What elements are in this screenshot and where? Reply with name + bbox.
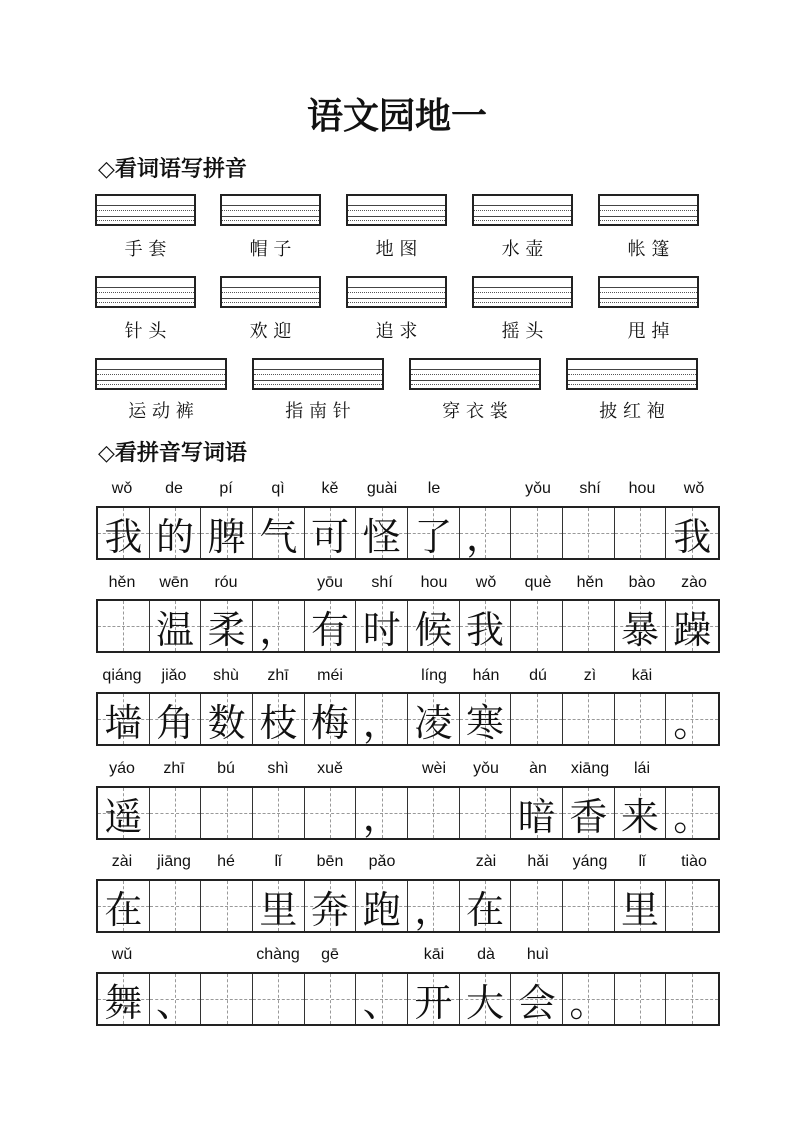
pinyin-syllable: yáng [572,853,608,870]
vocab-word: 欢 迎 [249,321,292,342]
character-cell[interactable] [408,974,460,1024]
character-cell[interactable] [511,694,563,744]
character-glyph: 怪 [362,514,401,559]
character-glyph: ， [362,794,401,839]
character-cell[interactable] [98,974,150,1024]
character-glyph: 寒 [466,700,505,745]
vocab-word: 追 求 [375,321,418,342]
character-glyph: ， [362,700,401,745]
pinyin-syllable: lái [633,760,650,777]
pinyin-syllable: kāi [631,667,653,684]
pinyin-syllable: shì [267,760,289,777]
pinyin-syllable: chàng [256,946,300,963]
character-cell[interactable] [563,788,615,838]
pinyin-syllable: dú [529,667,547,684]
pinyin-answer-box[interactable] [472,194,573,226]
pinyin-syllable: de [165,480,183,497]
character-cell[interactable] [253,694,305,744]
pinyin-syllable: zhī [163,760,185,777]
pinyin-syllable: wǔ [111,946,133,963]
character-glyph: 的 [156,514,195,559]
character-cell[interactable] [460,601,512,651]
pinyin-syllable: bēn [316,853,344,870]
character-cell[interactable] [201,508,253,558]
pinyin-syllable: wǒ [475,574,497,591]
character-cell[interactable] [150,881,202,931]
pinyin-answer-box[interactable] [220,194,321,226]
pinyin-row [96,480,720,500]
character-cell[interactable] [305,974,357,1024]
pinyin-syllable: àn [529,760,547,777]
character-glyph: 暗 [517,794,556,839]
character-glyph: 柔 [207,607,246,652]
character-glyph: 躁 [673,607,712,652]
pinyin-row [96,667,720,687]
character-cell[interactable] [150,508,202,558]
character-glyph: 时 [362,607,401,652]
character-glyph: 气 [259,514,298,559]
character-cell[interactable] [356,508,408,558]
character-glyph: 候 [414,607,453,652]
character-cell[interactable] [253,974,305,1024]
character-cell[interactable] [408,881,460,931]
section-heading-write-words: ◇看拼音写词语 [98,441,247,466]
pinyin-row [96,574,720,594]
character-cell[interactable] [460,694,512,744]
pinyin-syllable: kāi [423,946,445,963]
pinyin-syllable: guài [366,480,398,497]
vocab-word: 地 图 [375,239,418,260]
character-cell[interactable] [666,694,718,744]
character-cell[interactable] [305,788,357,838]
character-cell[interactable] [563,601,615,651]
pinyin-syllable: hou [628,480,656,497]
character-glyph: 会 [517,980,556,1025]
pinyin-answer-box[interactable] [409,358,541,390]
character-glyph: 开 [414,980,453,1025]
character-cell[interactable] [150,974,202,1024]
character-cell[interactable] [615,974,667,1024]
pinyin-syllable: huì [526,946,550,963]
pinyin-answer-box[interactable] [95,194,196,226]
vocab-word: 帽 子 [249,239,292,260]
pinyin-syllable: bào [628,574,656,591]
character-cell[interactable] [511,788,563,838]
character-glyph: 香 [569,794,608,839]
character-glyph: 温 [156,607,195,652]
pinyin-syllable: wēn [159,574,189,591]
character-glyph: 、 [156,980,195,1025]
character-cell[interactable] [201,881,253,931]
character-glyph: 在 [466,887,505,932]
character-glyph: 角 [156,700,195,745]
pinyin-syllable: wèi [421,760,446,777]
character-cell[interactable] [408,788,460,838]
pinyin-syllable: yáo [109,760,135,777]
vocab-word: 指 南 针 [285,401,351,422]
pinyin-answer-box[interactable] [566,358,698,390]
character-cell[interactable] [460,974,512,1024]
character-glyph: 我 [104,514,143,559]
pinyin-syllable: yǒu [473,760,499,777]
character-cell[interactable] [98,601,150,651]
pinyin-syllable: qì [271,480,285,497]
pinyin-syllable: zào [681,574,707,591]
character-grid-row [96,692,720,746]
character-cell[interactable] [98,881,150,931]
character-glyph: 。 [673,794,712,839]
character-glyph: 凌 [414,700,453,745]
pinyin-syllable: jiāng [157,853,191,870]
pinyin-syllable: xuě [317,760,343,777]
pinyin-syllable: hěn [576,574,604,591]
character-grid-row [96,879,720,933]
character-glyph: 舞 [104,980,143,1025]
pinyin-answer-box[interactable] [95,276,196,308]
pinyin-syllable: lǐ [274,853,282,870]
character-cell[interactable] [563,974,615,1024]
pinyin-syllable: le [427,480,441,497]
pinyin-syllable: shí [579,480,601,497]
pinyin-syllable: méi [317,667,343,684]
pinyin-syllable: zhī [267,667,289,684]
pinyin-syllable: zài [111,853,133,870]
vocab-word: 水 壶 [501,239,544,260]
vocab-word: 摇 头 [501,321,544,342]
character-cell[interactable] [460,508,512,558]
character-cell[interactable] [201,694,253,744]
pinyin-syllable: hǎi [527,853,549,870]
pinyin-answer-box[interactable] [346,194,447,226]
character-cell[interactable] [408,601,460,651]
character-cell[interactable] [98,694,150,744]
character-cell[interactable] [201,601,253,651]
vocab-word: 穿 衣 裳 [442,401,508,422]
character-glyph: 我 [673,514,712,559]
character-cell[interactable] [253,601,305,651]
character-cell[interactable] [150,601,202,651]
character-grid-row [96,786,720,840]
character-cell[interactable] [305,508,357,558]
pinyin-syllable: wǒ [683,480,705,497]
character-cell[interactable] [253,508,305,558]
character-glyph: 数 [207,700,246,745]
pinyin-syllable: róu [214,574,238,591]
pinyin-answer-box[interactable] [472,276,573,308]
pinyin-answer-box[interactable] [598,276,699,308]
pinyin-syllable: zài [475,853,497,870]
character-cell[interactable] [356,694,408,744]
character-glyph: 枝 [259,700,298,745]
character-glyph: 。 [673,700,712,745]
character-glyph: 脾 [207,514,246,559]
pinyin-syllable: zì [583,667,597,684]
vocab-word: 手 套 [124,239,167,260]
character-glyph: ， [259,607,298,652]
pinyin-syllable: qiáng [102,667,142,684]
pinyin-row [96,760,720,780]
pinyin-syllable: wǒ [111,480,133,497]
character-glyph: 里 [259,887,298,932]
character-glyph: 来 [621,794,660,839]
character-cell[interactable] [253,881,305,931]
pinyin-answer-box[interactable] [220,276,321,308]
character-glyph: 里 [621,887,660,932]
character-cell[interactable] [356,974,408,1024]
character-cell[interactable] [511,508,563,558]
pinyin-answer-box[interactable] [598,194,699,226]
character-glyph: 在 [104,887,143,932]
section-heading-write-pinyin: ◇看词语写拼音 [98,157,247,182]
character-cell[interactable] [615,601,667,651]
character-cell[interactable] [305,601,357,651]
character-cell[interactable] [305,694,357,744]
character-glyph: 墙 [104,700,143,745]
pinyin-row [96,853,720,873]
character-cell[interactable] [511,974,563,1024]
pinyin-syllable: yǒu [525,480,551,497]
vocab-word: 运 动 裤 [128,401,194,422]
pinyin-syllable: líng [421,667,447,684]
character-cell[interactable] [563,508,615,558]
character-cell[interactable] [98,788,150,838]
character-glyph: 大 [466,980,505,1025]
character-cell[interactable] [460,788,512,838]
character-cell[interactable] [511,601,563,651]
pinyin-syllable: jiǎo [161,667,187,684]
character-glyph: 我 [466,607,505,652]
pinyin-syllable: pí [219,480,233,497]
character-glyph: ， [414,887,453,932]
pinyin-syllable: lǐ [638,853,646,870]
character-cell[interactable] [150,694,202,744]
character-glyph: 跑 [362,887,401,932]
character-cell[interactable] [666,788,718,838]
character-cell[interactable] [511,881,563,931]
character-cell[interactable] [408,694,460,744]
character-cell[interactable] [615,694,667,744]
page-title: 语文园地一 [306,95,487,137]
character-glyph: ， [466,514,505,559]
vocab-word: 针 头 [124,321,167,342]
character-cell[interactable] [666,508,718,558]
character-cell[interactable] [563,881,615,931]
vocab-word: 帐 篷 [627,239,670,260]
vocab-word: 披 红 袍 [599,401,665,422]
character-glyph: 、 [362,980,401,1025]
character-cell[interactable] [305,881,357,931]
pinyin-syllable: xiāng [570,760,610,777]
pinyin-answer-box[interactable] [346,276,447,308]
character-glyph: 了 [414,514,453,559]
character-cell[interactable] [666,974,718,1024]
pinyin-syllable: kě [321,480,339,497]
character-cell[interactable] [615,881,667,931]
pinyin-syllable: tiào [681,853,707,870]
pinyin-syllable: hé [217,853,235,870]
pinyin-syllable: yōu [317,574,343,591]
character-cell[interactable] [201,788,253,838]
vocab-word: 甩 掉 [627,321,670,342]
pinyin-syllable: hán [472,667,500,684]
character-glyph: 奔 [311,887,350,932]
character-glyph: 暴 [621,607,660,652]
character-glyph: 可 [311,514,350,559]
character-grid-row [96,972,720,1026]
character-cell[interactable] [201,974,253,1024]
character-cell[interactable] [253,788,305,838]
character-grid-row [96,599,720,653]
character-cell[interactable] [98,508,150,558]
character-cell[interactable] [666,601,718,651]
character-cell[interactable] [615,508,667,558]
character-grid-row [96,506,720,560]
character-cell[interactable] [666,881,718,931]
pinyin-row [96,946,720,966]
character-cell[interactable] [356,601,408,651]
character-cell[interactable] [356,881,408,931]
character-cell[interactable] [460,881,512,931]
character-cell[interactable] [408,508,460,558]
pinyin-syllable: gē [321,946,339,963]
character-glyph: 遥 [104,794,143,839]
character-cell[interactable] [150,788,202,838]
pinyin-syllable: shù [213,667,239,684]
character-glyph: 。 [569,980,608,1025]
pinyin-syllable: bú [217,760,235,777]
character-cell[interactable] [356,788,408,838]
pinyin-syllable: dà [477,946,495,963]
character-cell[interactable] [563,694,615,744]
pinyin-answer-box[interactable] [95,358,227,390]
pinyin-answer-box[interactable] [252,358,384,390]
pinyin-syllable: hěn [108,574,136,591]
character-glyph: 有 [311,607,350,652]
pinyin-syllable: shí [371,574,393,591]
pinyin-syllable: hou [420,574,448,591]
character-glyph: 梅 [311,700,350,745]
character-cell[interactable] [615,788,667,838]
pinyin-syllable: què [524,574,552,591]
pinyin-syllable: pǎo [368,853,396,870]
